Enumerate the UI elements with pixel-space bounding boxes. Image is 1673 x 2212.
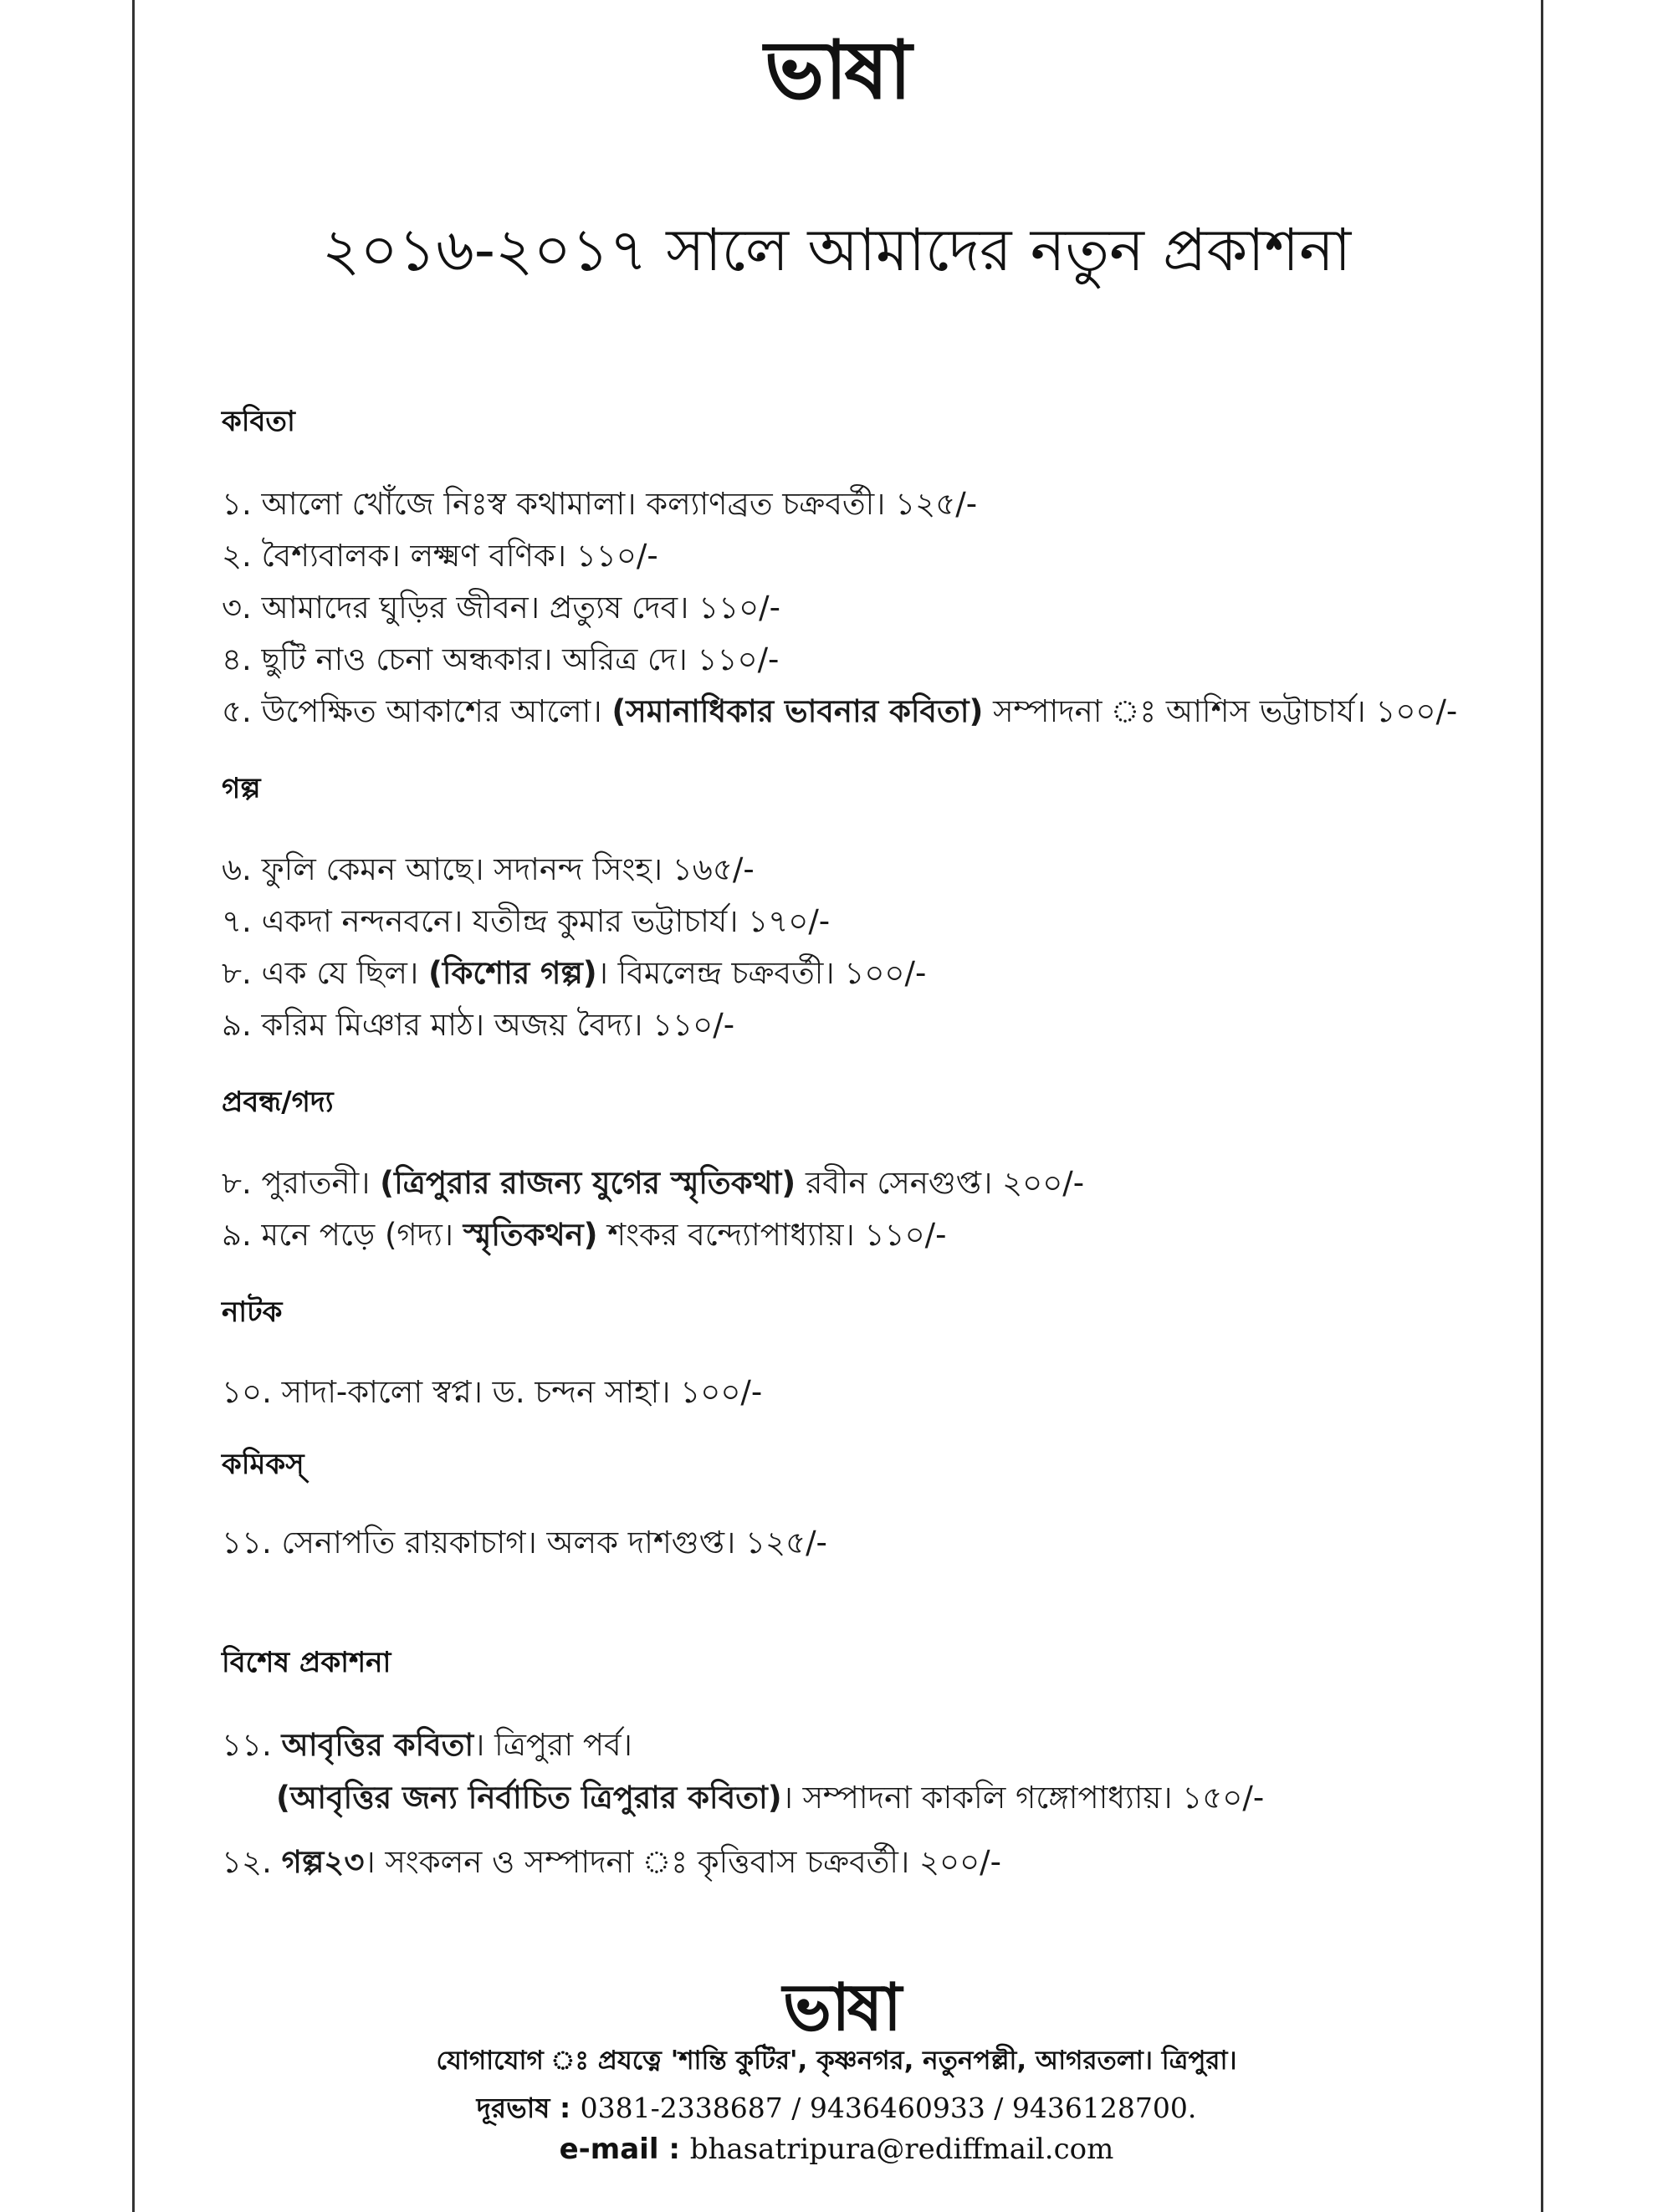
book-title: আবৃত্তির কবিতা [281, 1727, 474, 1763]
list-item-text: ৮. পুরাতনী। [222, 1165, 381, 1201]
list-item [222, 1837, 1001, 1890]
list-item-subtitle: (ত্রিপুরার রাজন্য যুগের স্মৃতিকথা) [380, 1165, 796, 1201]
list-item-continuation [276, 1773, 1264, 1826]
publisher-logo-top: ভাষা [764, 23, 909, 117]
list-item-text: রবীন সেনগুপ্ত। ২০০/- [796, 1165, 1085, 1201]
list-item: ৩. আমাদের ঘুড়ির জীবন। প্রত্যুষ দেব। ১১০/- [222, 590, 780, 626]
contact-address: যোগাযোগ ঃ প্রযত্নে 'শান্তি কুটির', কৃষ্ণনগর, নতুনপল্লী, আগরতলা। ত্রিপুরা। [436, 2046, 1237, 2076]
list-item: ৭. একদা নন্দনবনে। যতীন্দ্র কুমার ভট্টাচার্য। ১৭০/- [222, 903, 831, 939]
contact-phone [251, 2087, 1422, 2133]
list-item [222, 948, 926, 1001]
email-address: bhasatripura@rediffmail.com [689, 2133, 1114, 2166]
list-item-text: । সম্পাদনা কাকলি গঙ্গোপাধ্যায়। ১৫০/- [781, 1780, 1265, 1816]
section-heading-probondho: প্রবন্ধ/গদ্য [222, 1086, 334, 1119]
list-item: ১১. সেনাপতি রায়কাচাগ। অলক দাশগুপ্ত। ১২৫/- [222, 1525, 827, 1561]
list-item [222, 1720, 632, 1773]
list-item: ৯. করিম মিঞার মাঠ। অজয় বৈদ্য। ১১০/- [222, 1007, 735, 1043]
list-item [222, 1210, 946, 1263]
section-heading-natok: নাটক [222, 1295, 283, 1329]
page-border-left [132, 0, 135, 2212]
list-item-text: । ত্রিপুরা পর্ব। [473, 1727, 632, 1763]
list-item: ৪. ছুটি নাও চেনা অন্ধকার। অরিত্র দে। ১১০/- [222, 641, 780, 677]
page-title: ২০১৬-২০১৭ সালে আমাদের নতুন প্রকাশনা [321, 216, 1352, 284]
list-item: ১. আলো খোঁজে নিঃস্ব কথামালা। কল্যাণব্রত চক্রবর্তী। ১২৫/- [222, 486, 978, 522]
list-item-text: সম্পাদনা ঃ আশিস ভট্টাচার্য। ১০০/- [983, 693, 1458, 729]
list-item-subtitle: স্মৃতিকথন) [463, 1217, 598, 1253]
section-heading-kobita: কবিতা [222, 405, 295, 438]
list-item-text: ৮. এক যে ছিল। [222, 955, 428, 991]
list-item [222, 687, 1457, 739]
publisher-logo-bottom: ভাষা [782, 1969, 899, 2046]
list-item-text: ১১. [222, 1727, 282, 1763]
list-item: ২. বৈশ্যবালক। লক্ষ্মণ বণিক। ১১০/- [222, 538, 658, 574]
list-item-text: ৯. মনে পড়ে (গদ্য। [222, 1217, 463, 1253]
list-item-text: । সংকলন ও সম্পাদনা ঃ কৃত্তিবাস চক্রবর্তী। ২০০/- [364, 1844, 1001, 1880]
list-item-subtitle: (সমানাধিকার ভাবনার কবিতা) [611, 693, 984, 729]
list-item: ৬. ফুলি কেমন আছে। সদানন্দ সিংহ। ১৬৫/- [222, 851, 755, 887]
list-item-subtitle: (আবৃত্তির জন্য নির্বাচিত ত্রিপুরার কবিতা) [276, 1780, 782, 1816]
section-heading-golpo: গল্প [222, 772, 261, 805]
email-label: e-mail : [559, 2133, 690, 2166]
list-item-text: শংকর বন্দ্যোপাধ্যায়। ১১০/- [597, 1217, 947, 1253]
section-heading-bishesh: বিশেষ প্রকাশনা [222, 1646, 391, 1679]
contact-email [251, 2133, 1422, 2166]
phone-numbers: 0381-2338687 / 9436460933 / 9436128700. [580, 2092, 1197, 2124]
section-heading-comics: কমিকস্ [222, 1448, 304, 1481]
phone-label: দূরভাষ : [476, 2092, 581, 2124]
list-item-text: ১২. [222, 1844, 282, 1880]
list-item [222, 1158, 1084, 1211]
book-title: গল্প২৩ [281, 1844, 365, 1880]
list-item-text: । বিমলেন্দ্র চক্রবর্তী। ১০০/- [596, 955, 927, 991]
list-item-subtitle: (কিশোর গল্প) [427, 955, 597, 991]
list-item-text: ৫. উপেক্ষিত আকাশের আলো। [222, 693, 612, 729]
list-item: ১০. সাদা-কালো স্বপ্ন। ড. চন্দন সাহা। ১০০/- [222, 1374, 763, 1410]
page-border-right [1541, 0, 1543, 2212]
